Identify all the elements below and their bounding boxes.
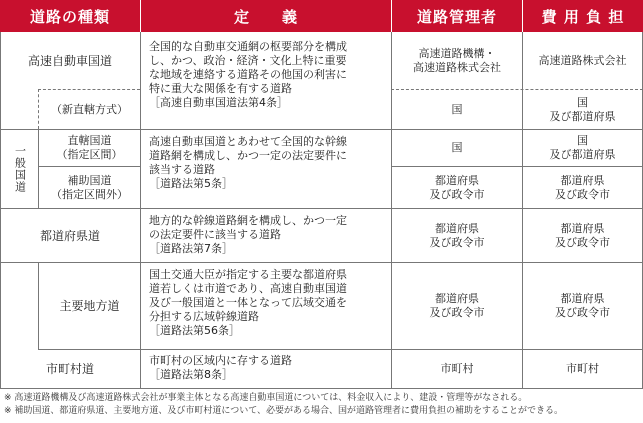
header-definition: 定 義 xyxy=(141,0,391,32)
grid-line xyxy=(140,32,141,388)
cost-national-direct: 国 及び都道府県 xyxy=(549,134,616,161)
national-road-group-label: 一般国道 xyxy=(13,145,27,193)
definition-prefectural: 地方的な幹線道路網を構成し、かつ一定 の法定要件に該当する道路 ［道路法第7条］ xyxy=(149,214,347,255)
type-national-aided: 補助国道 （指定区間外） xyxy=(51,173,128,201)
type-national-direct: 直轄国道 （指定区間） xyxy=(56,134,123,161)
header-manager: 道路管理者 xyxy=(392,0,522,32)
manager-new-direct: 国 xyxy=(451,102,463,116)
footnote: ※ 補助国道、都道府県道、主要地方道、及び市町村道について、必要がある場合、国が道路管理者に費用負担の補助をすることができる。 xyxy=(4,406,564,416)
manager-expressway: 高速道路機構・ 高速道路株式会社 xyxy=(413,47,501,74)
cost-major-local: 都道府県 及び政令市 xyxy=(555,292,610,319)
manager-municipal: 市町村 xyxy=(440,362,474,375)
definition-major-local: 国土交通大臣が指定する主要な都道府県 道若しくは市道であり、高速自動車国道 及び一般国道と一体となって広域交通を 分担する広域幹線道路 ［道路法第56条］ xyxy=(149,268,347,337)
manager-prefectural: 都道府県 及び政令市 xyxy=(429,221,485,249)
cost-expressway: 高速道路株式会社 xyxy=(538,54,627,67)
definition-municipal: 市町村の区域内に存する道路 ［道路法第8条］ xyxy=(149,354,292,381)
cost-new-direct: 国 及び都道府県 xyxy=(549,95,616,123)
footnote: ※ 高速道路機構及び高速道路株式会社が事業主体となる高速自動車国道については、料金収入により、建設・管理等がなされる。 xyxy=(4,393,528,403)
grid-line xyxy=(0,388,643,389)
manager-major-local: 都道府県 及び政令市 xyxy=(429,292,485,319)
definition-national: 高速自動車国道とあわせて全国的な幹線 道路網を構成し、かつ一定の法定要件に 該当する道路 ［道路法第5条］ xyxy=(149,135,347,190)
type-major-local: 主要地方道 xyxy=(59,299,120,313)
type-new-direct: （新直轄方式） xyxy=(51,102,128,116)
manager-national-aided: 都道府県 及び政令市 xyxy=(429,173,485,201)
cost-municipal: 市町村 xyxy=(566,362,599,375)
type-prefectural: 都道府県道 xyxy=(39,228,100,243)
manager-national-direct: 国 xyxy=(451,141,463,154)
cost-national-aided: 都道府県 及び政令市 xyxy=(555,173,610,201)
type-municipal: 市町村道 xyxy=(45,362,94,376)
definition-expressway: 全国的な自動車交通網の枢要部分を構成 し、かつ、政治・経済・文化上特に重要 な地域を連絡する道路その他国の利害に 特に重大な関係を有する道路 ［高速自動車国道法第4条］ xyxy=(149,40,347,109)
header-road-type: 道路の種類 xyxy=(0,0,140,32)
type-expressway: 高速自動車国道 xyxy=(27,54,112,68)
header-cost: 費 用 負 担 xyxy=(523,0,643,32)
cost-prefectural: 都道府県 及び政令市 xyxy=(555,221,610,249)
